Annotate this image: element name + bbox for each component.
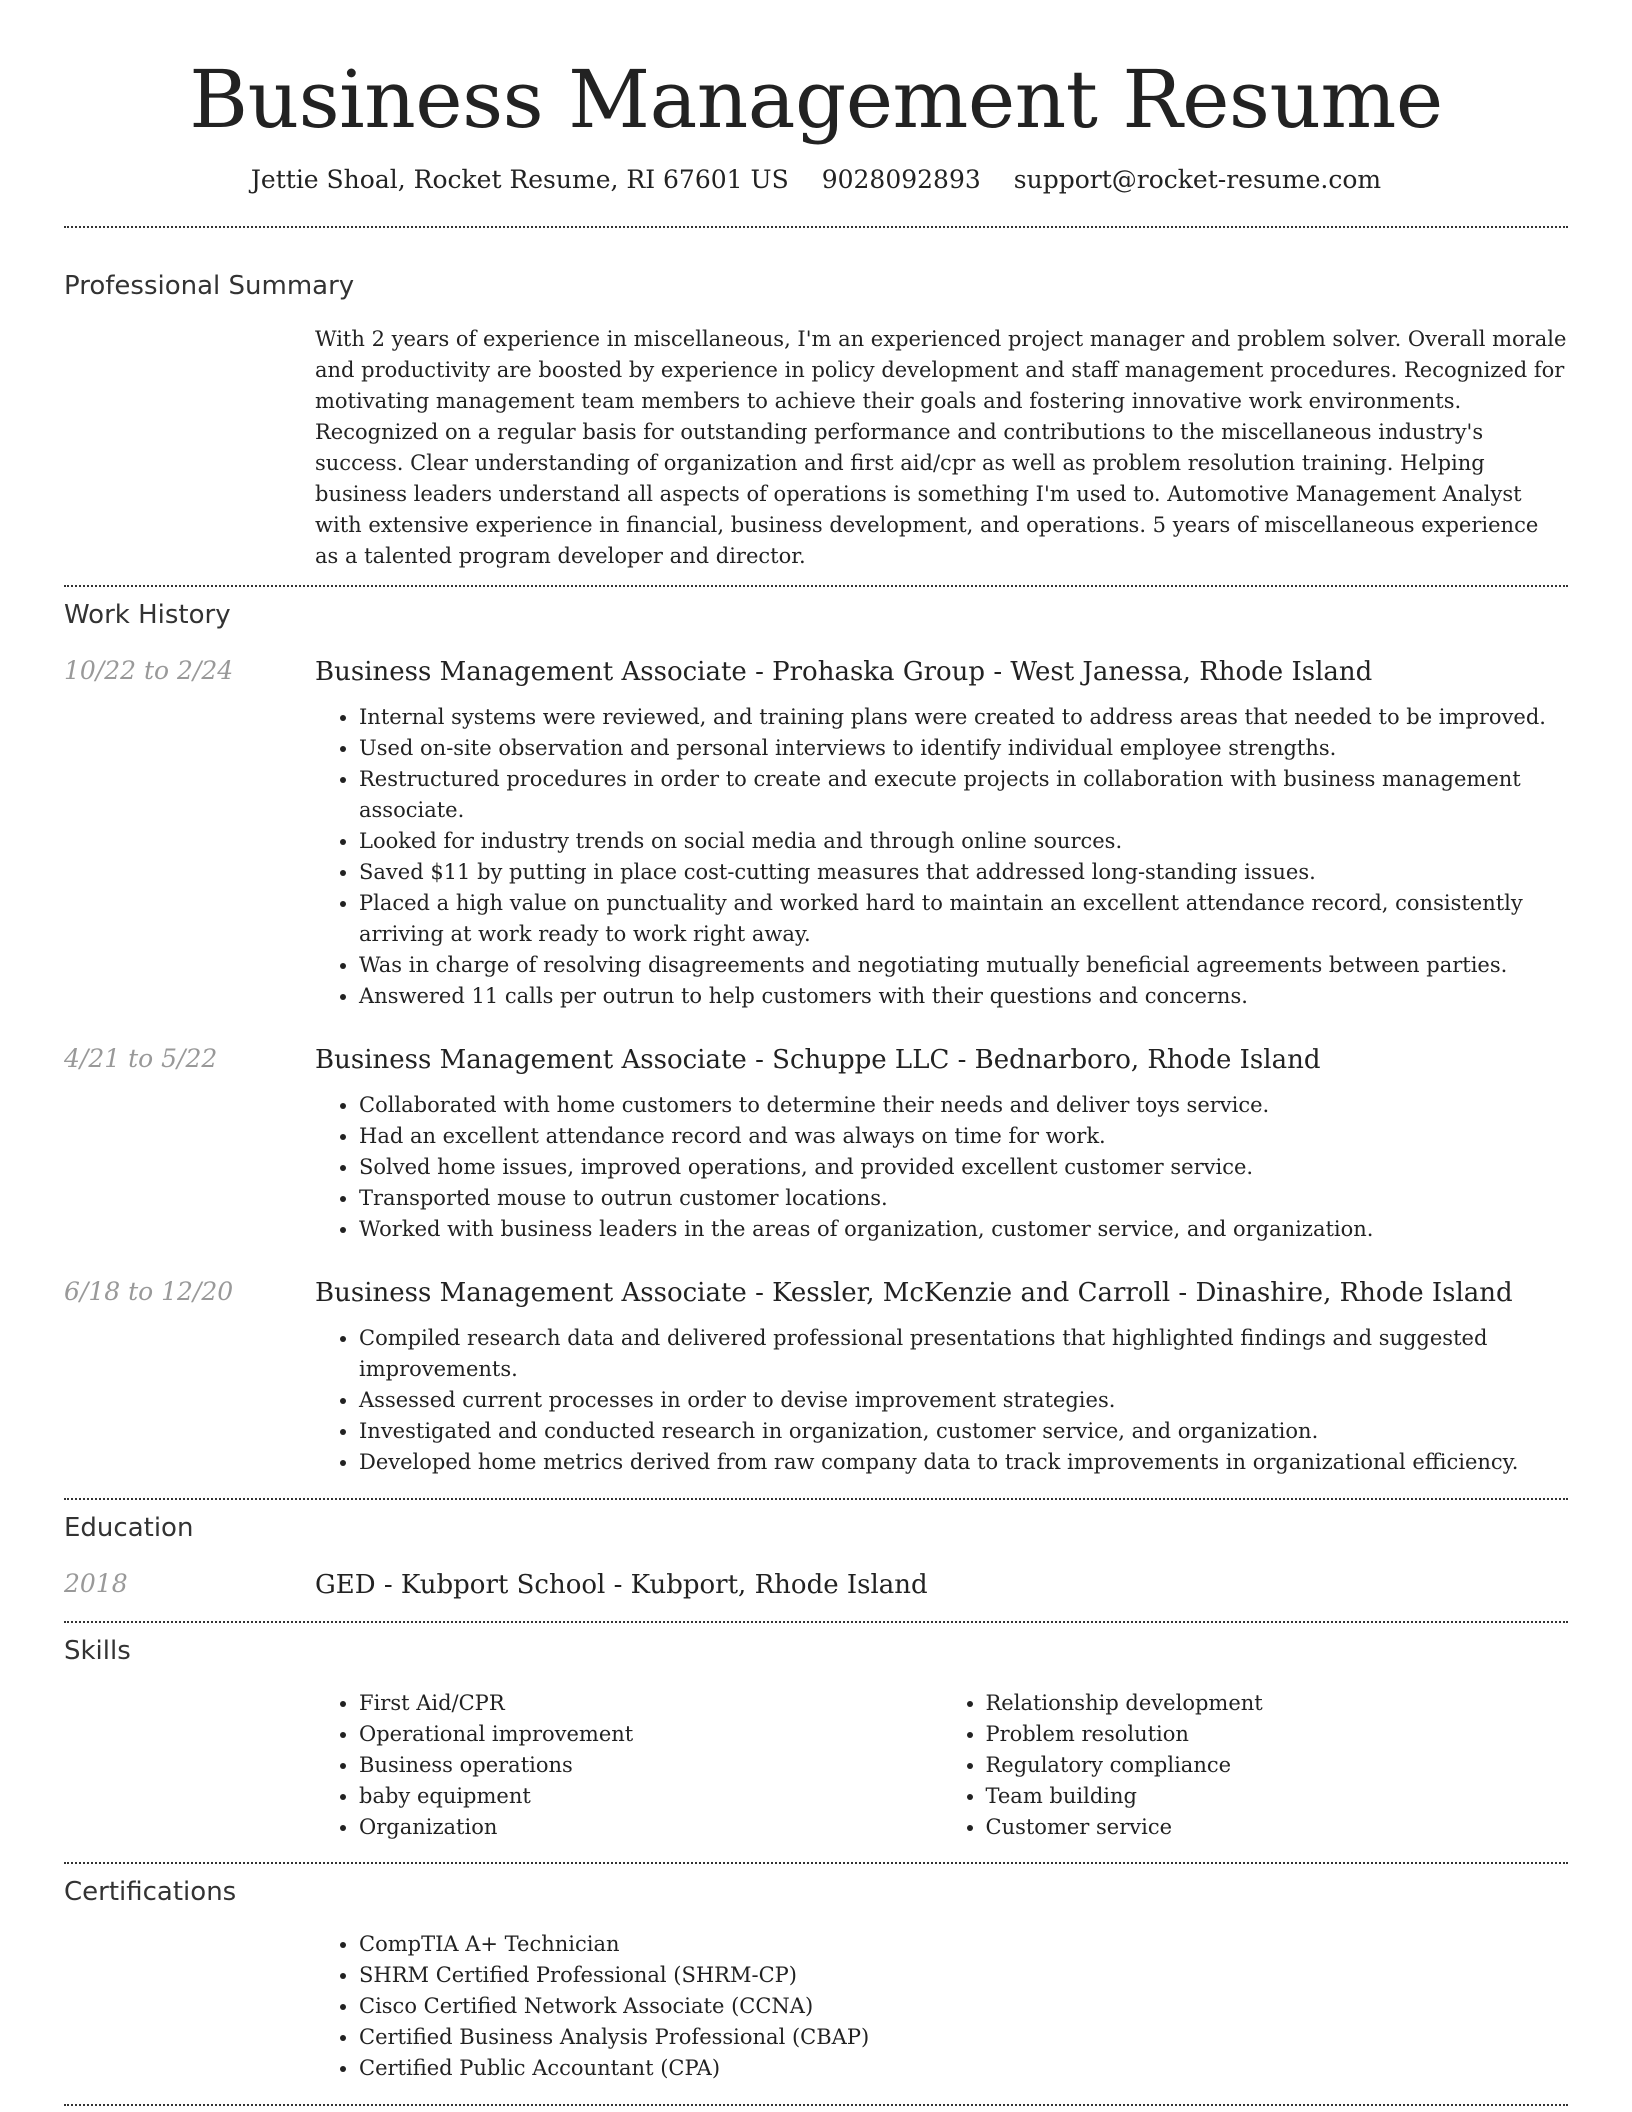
- job-entry: [64, 1276, 1568, 1478]
- section-heading-education: Education: [64, 1513, 194, 1543]
- list-item: • Compiled research data and delivered professional presentations that highlighted findings and suggested improvements.: [359, 1323, 1568, 1385]
- section-heading-summary: Professional Summary: [64, 271, 355, 301]
- section-divider: [64, 226, 1568, 228]
- job-entry: [64, 655, 1568, 1012]
- list-item: • Cisco Certified Network Associate (CCNA): [359, 1991, 1568, 2022]
- job-dates: 6/18 to 12/20: [64, 1277, 234, 1306]
- list-item: • Looked for industry trends on social media and through online sources.: [359, 826, 1568, 857]
- list-item: • Problem resolution: [986, 1719, 1569, 1750]
- job-title: Business Management Associate - Prohaska Group - West Janessa, Rhode Island: [315, 657, 1373, 687]
- list-item: • Answered 11 calls per outrun to help customers with their questions and concerns.: [359, 981, 1568, 1012]
- list-item: • Saved $11 by putting in place cost-cutting measures that addressed long-standing issues.: [359, 857, 1568, 888]
- list-item: • First Aid/CPR: [359, 1688, 942, 1719]
- section-heading-skills: Skills: [64, 1636, 131, 1666]
- list-item: • Customer service: [986, 1812, 1569, 1843]
- job-dates: 4/21 to 5/22: [64, 1044, 218, 1073]
- job-bullets: [315, 1090, 1568, 1245]
- list-item: • Worked with business leaders in the areas of organization, customer service, and organization.: [359, 1214, 1568, 1245]
- section-heading-certifications: Certifications: [64, 1877, 237, 1907]
- list-item: • Team building: [986, 1781, 1569, 1812]
- list-item: • Solved home issues, improved operations, and provided excellent customer service.: [359, 1152, 1568, 1183]
- list-item: • Certified Public Accountant (CPA): [359, 2053, 1568, 2084]
- list-item: • Operational improvement: [359, 1719, 942, 1750]
- list-item: • Developed home metrics derived from raw company data to track improvements in organizational efficiency.: [359, 1447, 1568, 1478]
- education-title: GED - Kubport School - Kubport, Rhode Island: [315, 1570, 928, 1600]
- skills-list-right: [942, 1688, 1569, 1843]
- list-item: • Regulatory compliance: [986, 1750, 1569, 1781]
- list-item: • Used on-site observation and personal interviews to identify individual employee strengths.: [359, 733, 1568, 764]
- certifications-list: [315, 1929, 1568, 2084]
- job-title: Business Management Associate - Schuppe LLC - Bednarboro, Rhode Island: [315, 1045, 1321, 1075]
- section-divider: [64, 585, 1568, 587]
- section-divider: [64, 1498, 1568, 1500]
- list-item: • Was in charge of resolving disagreements and negotiating mutually beneficial agreements between parties.: [359, 950, 1568, 981]
- education-year: 2018: [64, 1569, 128, 1598]
- resume-title: Business Management Resume: [189, 53, 1443, 146]
- list-item: • Placed a high value on punctuality and worked hard to maintain an excellent attendance record, consistently arriving at work ready to work right away.: [359, 888, 1568, 950]
- contact-email: support@rocket-resume.com: [1013, 165, 1382, 194]
- list-item: • Internal systems were reviewed, and training plans were created to address areas that needed to be improved.: [359, 702, 1568, 733]
- list-item: • Relationship development: [986, 1688, 1569, 1719]
- job-entry: [64, 1043, 1568, 1245]
- contact-phone: 9028092893: [821, 165, 981, 194]
- list-item: • Transported mouse to outrun customer locations.: [359, 1183, 1568, 1214]
- list-item: • Business operations: [359, 1750, 942, 1781]
- section-heading-work: Work History: [64, 600, 231, 630]
- section-divider: [64, 2104, 1568, 2106]
- education-entry: [64, 1568, 1568, 1602]
- skills-list-left: [315, 1688, 942, 1843]
- list-item: • Investigated and conducted research in organization, customer service, and organization.: [359, 1416, 1568, 1447]
- job-dates: 10/22 to 2/24: [64, 656, 234, 685]
- section-divider: [64, 1621, 1568, 1623]
- contact-address: Jettie Shoal, Rocket Resume, RI 67601 US: [250, 165, 789, 194]
- list-item: • CompTIA A+ Technician: [359, 1929, 1568, 1960]
- summary-text: With 2 years of experience in miscellaneous, I'm an experienced project manager and problem solver. Overall morale and productivity are boosted by experience in policy development and staff management procedures. Recognized for motivating management team members to achieve their goals and fostering innovative work environments. Recognized on a regular basis for outstanding performance and contributions to the miscellaneous industry's success. Clear understanding of organization and first aid/cpr as well as problem resolution training. Helping business leaders understand all aspects of operations is something I'm used to. Automotive Management Analyst with extensive experience in financial, business development, and operations. 5 years of miscellaneous experience as a talented program developer and director.: [315, 327, 1567, 568]
- list-item: • SHRM Certified Professional (SHRM-CP): [359, 1960, 1568, 1991]
- summary-row: [64, 324, 1568, 572]
- list-item: • Certified Business Analysis Professional (CBAP): [359, 2022, 1568, 2053]
- list-item: • Had an excellent attendance record and was always on time for work.: [359, 1121, 1568, 1152]
- section-divider: [64, 1862, 1568, 1864]
- skills-row: [64, 1688, 1568, 1843]
- list-item: • Collaborated with home customers to determine their needs and deliver toys service.: [359, 1090, 1568, 1121]
- resume-page: [64, 0, 1568, 2106]
- job-bullets: [315, 1323, 1568, 1478]
- job-bullets: [315, 702, 1568, 1012]
- list-item: • Restructured procedures in order to create and execute projects in collaboration with business management associate.: [359, 764, 1568, 826]
- job-title: Business Management Associate - Kessler, McKenzie and Carroll - Dinashire, Rhode Island: [315, 1278, 1513, 1308]
- contact-line: [64, 164, 1568, 196]
- list-item: • Assessed current processes in order to devise improvement strategies.: [359, 1385, 1568, 1416]
- list-item: • baby equipment: [359, 1781, 942, 1812]
- list-item: • Organization: [359, 1812, 942, 1843]
- certifications-row: [64, 1929, 1568, 2084]
